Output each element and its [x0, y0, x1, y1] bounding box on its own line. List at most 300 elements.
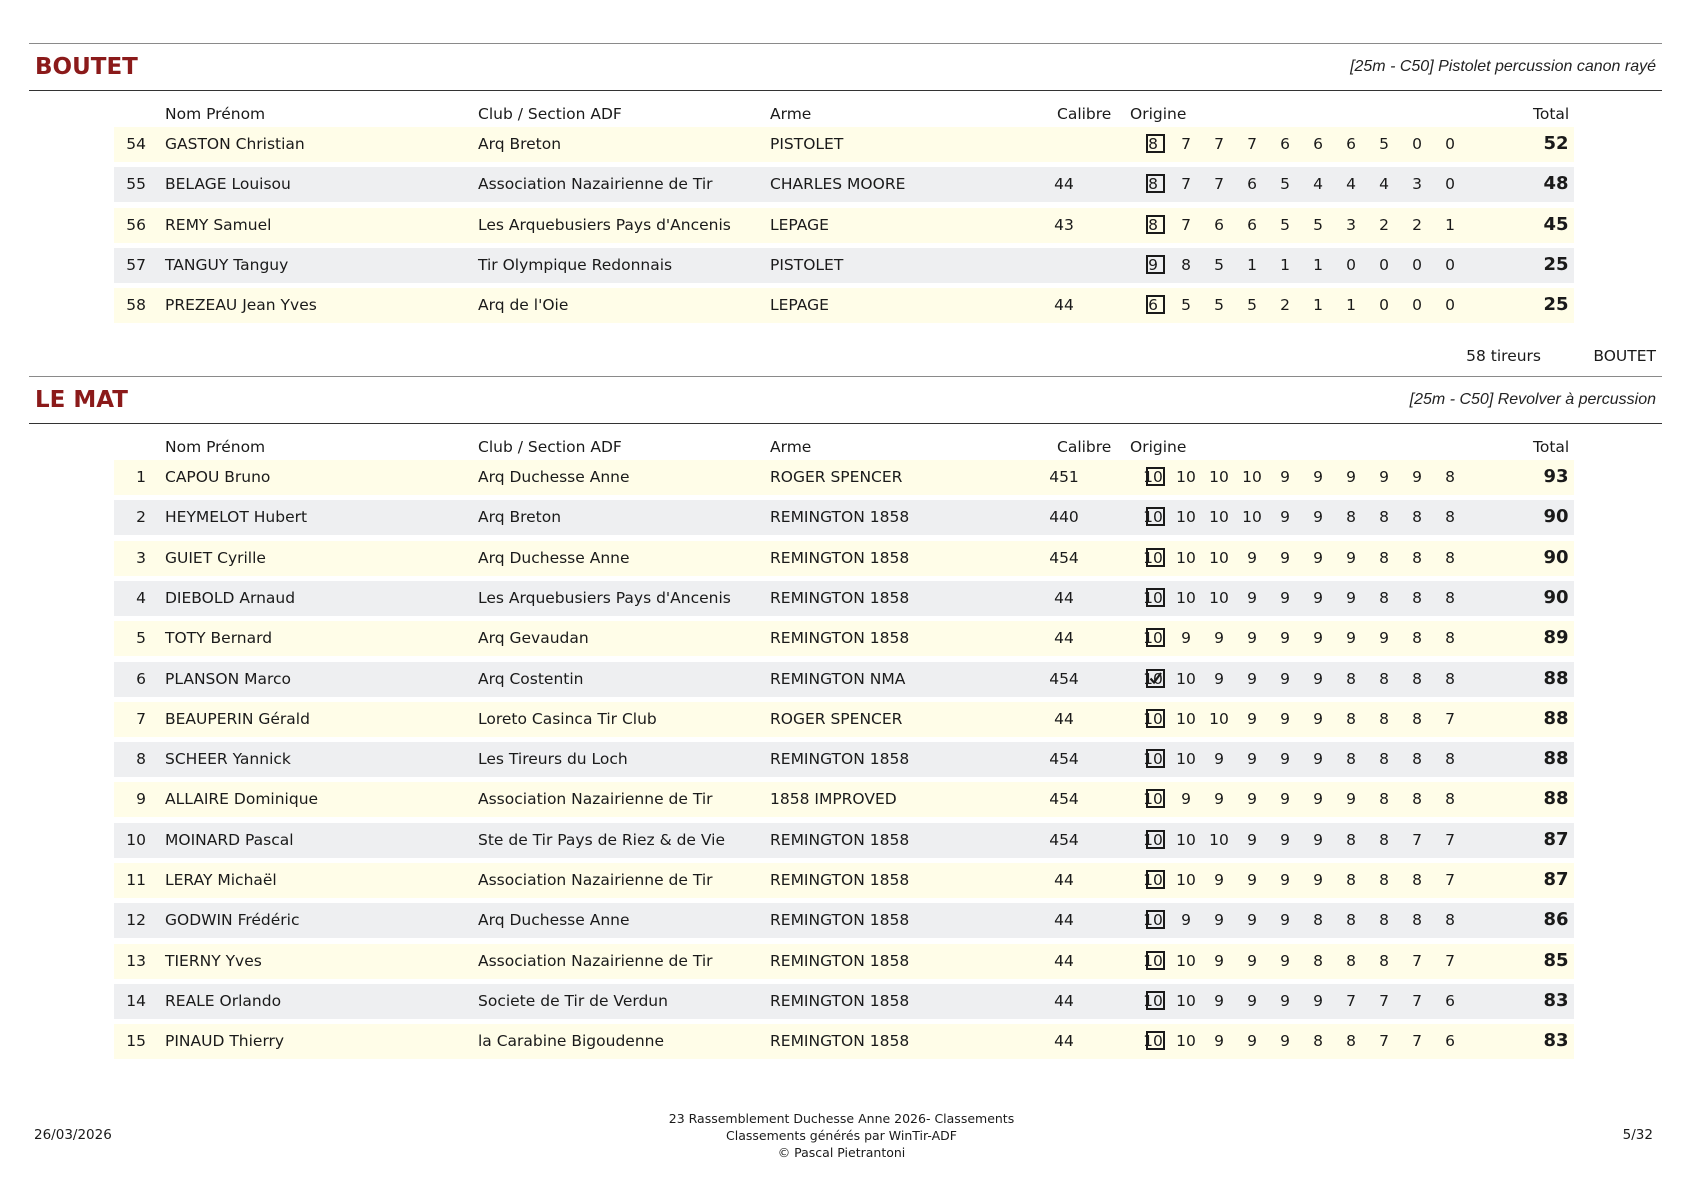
- score-cell: 8: [1148, 216, 1158, 234]
- calibre-cell: 44: [1054, 992, 1074, 1010]
- calibre-cell: 44: [1054, 710, 1074, 728]
- score-cell: 8: [1445, 750, 1455, 768]
- score-cell: 8: [1412, 871, 1422, 889]
- score-cell: 1: [1313, 296, 1323, 314]
- calibre-cell: 440: [1049, 508, 1079, 526]
- score-cell: 10: [1176, 871, 1196, 889]
- total-cell: 86: [1543, 909, 1569, 930]
- score-cell: 10: [1176, 508, 1196, 526]
- score-cell: 6: [1313, 135, 1323, 153]
- total-cell: 83: [1543, 1030, 1569, 1051]
- score-cell: 8: [1412, 750, 1422, 768]
- score-cell: 7: [1379, 1032, 1389, 1050]
- total-cell: 83: [1543, 990, 1569, 1011]
- section-le-mat: [29, 376, 1662, 1060]
- total-cell: 89: [1543, 627, 1569, 648]
- score-cell: 9: [1148, 256, 1158, 274]
- shooter-name-cell: SCHEER Yannick: [165, 750, 291, 768]
- section-header: [29, 43, 1662, 91]
- score-cell: 10: [1209, 549, 1229, 567]
- score-cell: 8: [1346, 670, 1356, 688]
- weapon-cell: 1858 IMPROVED: [770, 790, 897, 808]
- total-cell: 87: [1543, 829, 1569, 850]
- table-row: [114, 621, 1574, 656]
- weapon-cell: REMINGTON 1858: [770, 911, 910, 929]
- rank-cell: 8: [136, 750, 146, 768]
- score-cell: 9: [1313, 468, 1323, 486]
- score-cell: 5: [1181, 296, 1191, 314]
- total-cell: 25: [1543, 294, 1569, 315]
- score-cell: 10: [1143, 468, 1163, 486]
- col-calibre-header: Calibre: [1057, 438, 1112, 456]
- score-cell: 1: [1445, 216, 1455, 234]
- score-cell: 8: [1379, 549, 1389, 567]
- rank-cell: 2: [136, 508, 146, 526]
- score-cell: 10: [1209, 508, 1229, 526]
- score-cell: 6: [1148, 296, 1158, 314]
- weapon-cell: REMINGTON 1858: [770, 952, 910, 970]
- table-row: [114, 944, 1574, 979]
- col-club-header: Club / Section ADF: [478, 105, 622, 123]
- score-cell: 6: [1247, 175, 1257, 193]
- score-cell: 1: [1280, 256, 1290, 274]
- score-cell: 9: [1280, 1032, 1290, 1050]
- calibre-cell: 454: [1049, 549, 1079, 567]
- shooter-name-cell: TANGUY Tanguy: [165, 256, 289, 274]
- score-cell: 9: [1247, 911, 1257, 929]
- score-cell: 10: [1143, 1032, 1163, 1050]
- rank-cell: 12: [126, 911, 146, 929]
- rank-cell: 14: [126, 992, 146, 1010]
- score-cell: 9: [1214, 670, 1224, 688]
- total-cell: 90: [1543, 547, 1569, 568]
- rank-cell: 58: [126, 296, 146, 314]
- shooter-name-cell: DIEBOLD Arnaud: [165, 589, 296, 607]
- score-cell: 10: [1143, 670, 1163, 688]
- score-cell: 10: [1209, 831, 1229, 849]
- shooter-name-cell: PINAUD Thierry: [165, 1032, 285, 1050]
- score-cell: 8: [1412, 790, 1422, 808]
- rank-cell: 54: [126, 135, 146, 153]
- table-row: [114, 823, 1574, 858]
- rank-cell: 57: [126, 256, 146, 274]
- score-cell: 6: [1346, 135, 1356, 153]
- score-cell: 8: [1379, 790, 1389, 808]
- score-cell: 9: [1181, 911, 1191, 929]
- shooter-name-cell: LERAY Michaël: [165, 871, 277, 889]
- total-cell: 48: [1543, 173, 1569, 194]
- score-cell: 9: [1313, 710, 1323, 728]
- score-cell: 8: [1379, 670, 1389, 688]
- table-row: [114, 903, 1574, 938]
- score-cell: 10: [1143, 710, 1163, 728]
- score-cell: 8: [1445, 508, 1455, 526]
- shooter-name-cell: PLANSON Marco: [165, 670, 292, 688]
- shooter-name-cell: PREZEAU Jean Yves: [165, 296, 317, 314]
- score-cell: 10: [1176, 992, 1196, 1010]
- score-cell: 7: [1247, 135, 1257, 153]
- score-cell: 8: [1379, 750, 1389, 768]
- score-cell: 10: [1143, 952, 1163, 970]
- calibre-cell: 44: [1054, 1032, 1074, 1050]
- club-cell: Arq Duchesse Anne: [478, 911, 630, 929]
- score-cell: 8: [1379, 952, 1389, 970]
- score-cell: 9: [1412, 468, 1422, 486]
- score-cell: 9: [1214, 790, 1224, 808]
- score-cell: 9: [1214, 952, 1224, 970]
- calibre-cell: 454: [1049, 750, 1079, 768]
- score-cell: 1: [1346, 296, 1356, 314]
- score-cell: 8: [1379, 871, 1389, 889]
- rank-cell: 11: [126, 871, 146, 889]
- score-cell: 10: [1143, 992, 1163, 1010]
- calibre-cell: 44: [1054, 911, 1074, 929]
- table-row: [114, 288, 1574, 323]
- score-cell: 7: [1445, 952, 1455, 970]
- weapon-cell: LEPAGE: [770, 216, 829, 234]
- score-cell: 10: [1143, 831, 1163, 849]
- col-calibre-header: Calibre: [1057, 105, 1112, 123]
- score-cell: 8: [1445, 911, 1455, 929]
- score-cell: 10: [1209, 589, 1229, 607]
- table-row: [114, 702, 1574, 737]
- shooter-name-cell: REALE Orlando: [165, 992, 282, 1010]
- table-row: [114, 581, 1574, 616]
- table-row: [114, 662, 1574, 697]
- score-cell: 6: [1214, 216, 1224, 234]
- score-cell: 8: [1181, 256, 1191, 274]
- col-origine-header: Origine: [1130, 438, 1187, 456]
- weapon-cell: ROGER SPENCER: [770, 710, 903, 728]
- score-cell: 7: [1181, 135, 1191, 153]
- score-cell: 9: [1313, 629, 1323, 647]
- rank-cell: 10: [126, 831, 146, 849]
- score-cell: 7: [1379, 992, 1389, 1010]
- weapon-cell: REMINGTON 1858: [770, 589, 910, 607]
- score-cell: 9: [1247, 1032, 1257, 1050]
- score-cell: 7: [1181, 216, 1191, 234]
- footer-page-number: 5/32: [1622, 1127, 1653, 1143]
- footer-center: [0, 1110, 1683, 1161]
- club-cell: Association Nazairienne de Tir: [478, 790, 713, 808]
- score-cell: 7: [1214, 175, 1224, 193]
- col-origine-header: Origine: [1130, 105, 1187, 123]
- score-cell: 8: [1346, 952, 1356, 970]
- score-cell: 10: [1209, 710, 1229, 728]
- table-row: [114, 541, 1574, 576]
- total-cell: 25: [1543, 254, 1569, 275]
- rank-cell: 56: [126, 216, 146, 234]
- results-table: [29, 127, 1662, 327]
- score-cell: 7: [1412, 952, 1422, 970]
- score-cell: 9: [1247, 549, 1257, 567]
- table-row: [114, 1024, 1574, 1059]
- section-subtitle: [25m - C50] Revolver à percussion: [1409, 391, 1656, 408]
- weapon-cell: ROGER SPENCER: [770, 468, 903, 486]
- score-cell: 8: [1412, 589, 1422, 607]
- total-cell: 88: [1543, 748, 1569, 769]
- score-cell: 10: [1176, 589, 1196, 607]
- score-cell: 7: [1412, 831, 1422, 849]
- score-cell: 9: [1280, 508, 1290, 526]
- score-cell: 7: [1445, 871, 1455, 889]
- club-cell: la Carabine Bigoudenne: [478, 1032, 664, 1050]
- score-cell: 9: [1214, 911, 1224, 929]
- total-cell: 52: [1543, 133, 1569, 154]
- club-cell: Les Arquebusiers Pays d'Ancenis: [478, 589, 731, 607]
- club-cell: Arq de l'Oie: [478, 296, 569, 314]
- score-cell: 9: [1280, 790, 1290, 808]
- weapon-cell: REMINGTON 1858: [770, 750, 910, 768]
- score-cell: 8: [1412, 549, 1422, 567]
- column-headers: [29, 91, 1662, 127]
- section-subtitle: [25m - C50] Pistolet percussion canon rayé: [1350, 58, 1656, 75]
- column-headers: [29, 424, 1662, 460]
- score-cell: 1: [1313, 256, 1323, 274]
- weapon-cell: REMINGTON 1858: [770, 871, 910, 889]
- score-cell: 0: [1379, 296, 1389, 314]
- score-cell: 9: [1280, 589, 1290, 607]
- calibre-cell: 44: [1054, 589, 1074, 607]
- summary-name: BOUTET: [1593, 347, 1656, 365]
- table-row: [114, 500, 1574, 535]
- club-cell: Loreto Casinca Tir Club: [478, 710, 657, 728]
- score-cell: 9: [1346, 549, 1356, 567]
- shooter-name-cell: TOTY Bernard: [165, 629, 273, 647]
- club-cell: Les Tireurs du Loch: [478, 750, 628, 768]
- score-cell: 8: [1346, 831, 1356, 849]
- score-cell: 9: [1247, 750, 1257, 768]
- score-cell: 3: [1412, 175, 1422, 193]
- calibre-cell: 454: [1049, 790, 1079, 808]
- col-arme-header: Arme: [770, 105, 812, 123]
- calibre-cell: 44: [1054, 871, 1074, 889]
- weapon-cell: REMINGTON 1858: [770, 629, 910, 647]
- table-row: [114, 742, 1574, 777]
- score-cell: 10: [1176, 670, 1196, 688]
- score-cell: 8: [1346, 710, 1356, 728]
- section-title: LE MAT: [35, 387, 128, 413]
- rank-cell: 15: [126, 1032, 146, 1050]
- rank-cell: 13: [126, 952, 146, 970]
- score-cell: 8: [1445, 629, 1455, 647]
- score-cell: 5: [1214, 296, 1224, 314]
- score-cell: 7: [1181, 175, 1191, 193]
- score-cell: 7: [1412, 1032, 1422, 1050]
- score-cell: 10: [1143, 911, 1163, 929]
- score-cell: 9: [1247, 992, 1257, 1010]
- score-cell: 9: [1313, 790, 1323, 808]
- shooter-name-cell: BEAUPERIN Gérald: [165, 710, 310, 728]
- calibre-cell: 454: [1049, 831, 1079, 849]
- rank-cell: 9: [136, 790, 146, 808]
- score-cell: 8: [1346, 750, 1356, 768]
- rank-cell: 5: [136, 629, 146, 647]
- score-cell: 10: [1176, 831, 1196, 849]
- score-cell: 8: [1412, 670, 1422, 688]
- score-cell: 9: [1280, 629, 1290, 647]
- table-row: [114, 208, 1574, 243]
- score-cell: 9: [1214, 750, 1224, 768]
- weapon-cell: PISTOLET: [770, 256, 844, 274]
- score-cell: 9: [1247, 710, 1257, 728]
- rank-cell: 4: [136, 589, 146, 607]
- club-cell: Arq Breton: [478, 135, 562, 153]
- score-cell: 9: [1214, 992, 1224, 1010]
- score-cell: 9: [1313, 871, 1323, 889]
- calibre-cell: 451: [1049, 468, 1079, 486]
- total-cell: 87: [1543, 869, 1569, 890]
- score-cell: 0: [1445, 175, 1455, 193]
- shooter-name-cell: MOINARD Pascal: [165, 831, 294, 849]
- weapon-cell: REMINGTON 1858: [770, 549, 910, 567]
- club-cell: Arq Duchesse Anne: [478, 549, 630, 567]
- score-cell: 9: [1280, 952, 1290, 970]
- score-cell: 9: [1346, 790, 1356, 808]
- club-cell: Ste de Tir Pays de Riez & de Vie: [478, 831, 726, 849]
- score-cell: 9: [1181, 790, 1191, 808]
- score-cell: 9: [1280, 710, 1290, 728]
- score-cell: 0: [1412, 296, 1422, 314]
- total-cell: 90: [1543, 587, 1569, 608]
- score-cell: 4: [1313, 175, 1323, 193]
- score-cell: 4: [1379, 175, 1389, 193]
- score-cell: 10: [1176, 750, 1196, 768]
- score-cell: 8: [1445, 790, 1455, 808]
- footer-line1: 23 Rassemblement Duchesse Anne 2026- Classements: [668, 1111, 1015, 1126]
- score-cell: 9: [1346, 589, 1356, 607]
- score-cell: 9: [1280, 549, 1290, 567]
- score-cell: 9: [1247, 831, 1257, 849]
- score-cell: 9: [1313, 549, 1323, 567]
- section-header: [29, 376, 1662, 424]
- score-cell: 9: [1247, 790, 1257, 808]
- score-cell: 0: [1412, 135, 1422, 153]
- score-cell: 9: [1313, 670, 1323, 688]
- score-cell: 8: [1379, 710, 1389, 728]
- calibre-cell: 44: [1054, 175, 1074, 193]
- score-cell: 0: [1445, 256, 1455, 274]
- col-arme-header: Arme: [770, 438, 812, 456]
- score-cell: 10: [1143, 871, 1163, 889]
- score-cell: 8: [1346, 911, 1356, 929]
- weapon-cell: REMINGTON 1858: [770, 992, 910, 1010]
- score-cell: 5: [1313, 216, 1323, 234]
- club-cell: Association Nazairienne de Tir: [478, 175, 713, 193]
- score-cell: 9: [1214, 871, 1224, 889]
- footer-date: 26/03/2026: [34, 1127, 112, 1143]
- club-cell: Arq Breton: [478, 508, 562, 526]
- club-cell: Tir Olympique Redonnais: [478, 256, 673, 274]
- club-cell: Association Nazairienne de Tir: [478, 952, 713, 970]
- score-cell: 10: [1176, 1032, 1196, 1050]
- score-cell: 9: [1313, 508, 1323, 526]
- score-cell: 9: [1346, 629, 1356, 647]
- score-cell: 9: [1247, 629, 1257, 647]
- table-row: [114, 863, 1574, 898]
- total-cell: 90: [1543, 506, 1569, 527]
- score-cell: 10: [1176, 952, 1196, 970]
- col-total-header: Total: [1533, 105, 1570, 123]
- score-cell: 0: [1346, 256, 1356, 274]
- score-cell: 9: [1313, 831, 1323, 849]
- score-cell: 9: [1346, 468, 1356, 486]
- score-cell: 9: [1313, 589, 1323, 607]
- score-cell: 9: [1313, 750, 1323, 768]
- total-cell: 88: [1543, 788, 1569, 809]
- table-row: [114, 460, 1574, 495]
- score-cell: 8: [1445, 670, 1455, 688]
- footer-line3: © Pascal Pietrantoni: [777, 1145, 906, 1160]
- table-row: [114, 782, 1574, 817]
- table-row: [114, 984, 1574, 1019]
- score-cell: 8: [1313, 911, 1323, 929]
- score-cell: 9: [1280, 468, 1290, 486]
- score-cell: 9: [1280, 670, 1290, 688]
- score-cell: 9: [1214, 1032, 1224, 1050]
- score-cell: 7: [1445, 710, 1455, 728]
- total-cell: 85: [1543, 950, 1569, 971]
- rank-cell: 3: [136, 549, 146, 567]
- weapon-cell: REMINGTON 1858: [770, 831, 910, 849]
- score-cell: 10: [1143, 629, 1163, 647]
- score-cell: 9: [1280, 992, 1290, 1010]
- score-cell: 8: [1148, 135, 1158, 153]
- footer-line2: Classements générés par WinTir-ADF: [726, 1128, 957, 1143]
- score-cell: 9: [1247, 871, 1257, 889]
- club-cell: Les Arquebusiers Pays d'Ancenis: [478, 216, 731, 234]
- score-cell: 7: [1412, 992, 1422, 1010]
- score-cell: 10: [1143, 750, 1163, 768]
- score-cell: 5: [1247, 296, 1257, 314]
- score-cell: 2: [1412, 216, 1422, 234]
- score-cell: 10: [1143, 790, 1163, 808]
- shooter-name-cell: REMY Samuel: [165, 216, 272, 234]
- weapon-cell: PISTOLET: [770, 135, 844, 153]
- score-cell: 6: [1445, 1032, 1455, 1050]
- score-cell: 5: [1214, 256, 1224, 274]
- score-cell: 10: [1143, 508, 1163, 526]
- rank-cell: 6: [136, 670, 146, 688]
- score-cell: 6: [1445, 992, 1455, 1010]
- score-cell: 3: [1346, 216, 1356, 234]
- score-cell: 8: [1148, 175, 1158, 193]
- score-cell: 5: [1379, 135, 1389, 153]
- score-cell: 8: [1379, 831, 1389, 849]
- total-cell: 45: [1543, 214, 1569, 235]
- table-row: [114, 248, 1574, 283]
- shooter-name-cell: CAPOU Bruno: [165, 468, 271, 486]
- score-cell: 9: [1379, 468, 1389, 486]
- weapon-cell: REMINGTON 1858: [770, 508, 910, 526]
- score-cell: 1: [1247, 256, 1257, 274]
- shooter-name-cell: GUIET Cyrille: [165, 549, 266, 567]
- calibre-cell: 44: [1054, 629, 1074, 647]
- score-cell: 10: [1143, 589, 1163, 607]
- score-cell: 9: [1214, 629, 1224, 647]
- col-name-header: Nom Prénom: [165, 105, 266, 123]
- score-cell: 9: [1379, 629, 1389, 647]
- score-cell: 8: [1445, 549, 1455, 567]
- total-cell: 93: [1543, 466, 1569, 487]
- weapon-cell: LEPAGE: [770, 296, 829, 314]
- score-cell: 6: [1247, 216, 1257, 234]
- rank-cell: 1: [136, 468, 146, 486]
- score-cell: 0: [1379, 256, 1389, 274]
- score-cell: 10: [1143, 549, 1163, 567]
- score-cell: 10: [1176, 549, 1196, 567]
- score-cell: 8: [1445, 468, 1455, 486]
